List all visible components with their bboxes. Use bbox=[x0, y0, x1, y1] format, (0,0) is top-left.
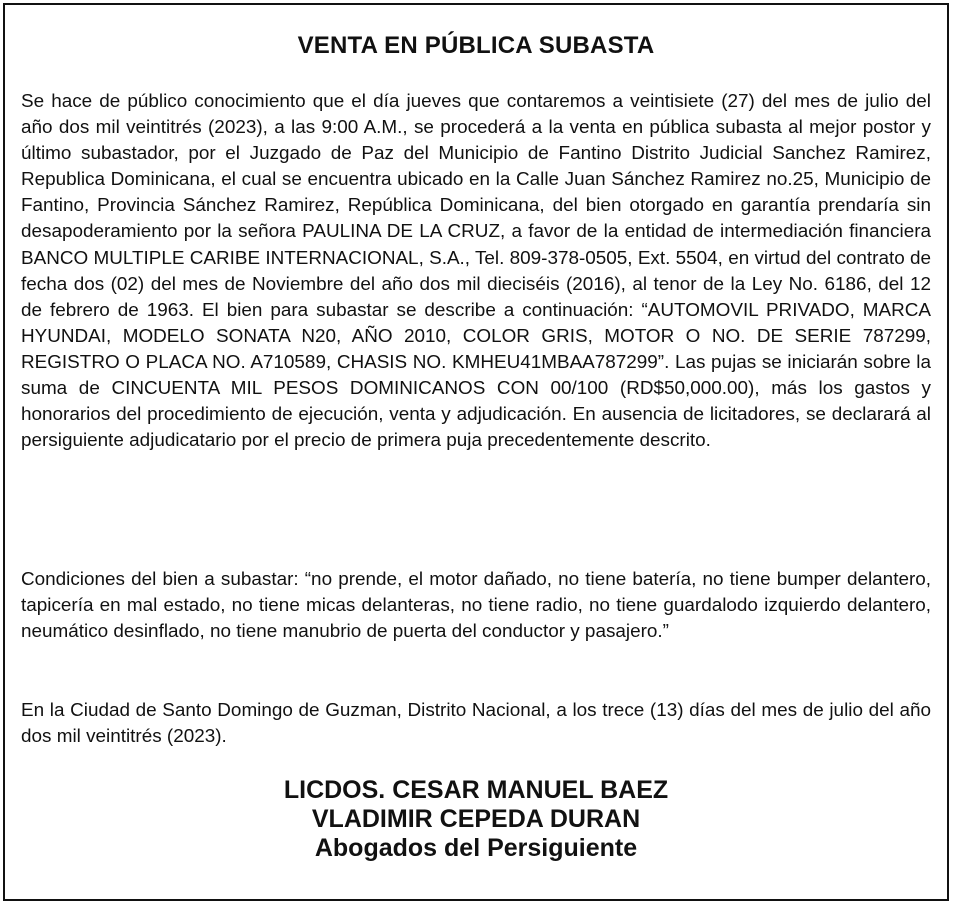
notice-title: VENTA EN PÚBLICA SUBASTA bbox=[297, 32, 655, 59]
date-place-paragraph: En la Ciudad de Santo Domingo de Guzman, Distrito Nacional, a los trece (13) días del mes de julio del año dos mil veintitrés (2023). bbox=[21, 700, 931, 748]
auction-details-paragraph: Se hace de público conocimiento que el día jueves que contaremos a veintisiete (27) del mes de julio del año dos mil veintitrés (2023), a las 9:00 A.M., se procederá a la venta en pública subasta al mejor postor y último subastador, por el Juzgado de Paz del Municipio de Fantino Distrito Judicial Sanchez Ramirez, Republica Dominicana, el cual se encuentra ubicado en la Calle Juan Sánchez Ramirez no.25, Municipio de Fantino, Provincia Sánchez Ramirez, República Dominicana, del bien otorgado en garantía prendaría sin desapoderamiento por la señora PAULINA DE LA CRUZ, a favor de la entidad de intermediación financiera BANCO MULTIPLE CARIBE INTERNACIONAL, S.A., Tel. 809-378-0505, Ext. 5504, en virtud del contrato de fecha dos (02) del mes de Noviembre del año dos mil dieciséis (2016), al tenor de la Ley No. 6186, del 12 de febrero de 1963. El bien para subastar se describe a continuación: “AUTOMOVIL PRIVADO, MARCA HYUNDAI, MODELO SONATA N20, AÑO 2010, COLOR GRIS, MOTOR O NO. DE SERIE 787299, REGISTRO O PLACA NO. A710589, CHASIS NO. KMHEU41MBAA787299”. Las pujas se iniciarán sobre la suma de CINCUENTA MIL PESOS DOMINICANOS CON 00/100 (RD$50,000.00), más los gastos y honorarios del procedimiento de ejecución, venta y adjudicación. En ausencia de licitadores, se declarará al persiguiente adjudicatario por el precio de primera puja precedentemente descrito. bbox=[21, 91, 931, 452]
signature-line-role: Abogados del Persiguiente bbox=[314, 834, 638, 862]
auction-notice bbox=[3, 3, 949, 901]
signature-line-lawyers: LICDOS. CESAR MANUEL BAEZ bbox=[283, 776, 669, 804]
signature-line-second-lawyer: VLADIMIR CEPEDA DURAN bbox=[311, 805, 641, 833]
conditions-paragraph: Condiciones del bien a subastar: “no prende, el motor dañado, no tiene batería, no tiene bumper delantero, tapicería en mal estado, no tiene micas delanteras, no tiene radio, no tiene guardalodo izquierdo delantero, neumático desinflado, no tiene manubrio de puerta del conductor y pasajero.” bbox=[21, 569, 931, 643]
signature-block bbox=[5, 776, 947, 863]
